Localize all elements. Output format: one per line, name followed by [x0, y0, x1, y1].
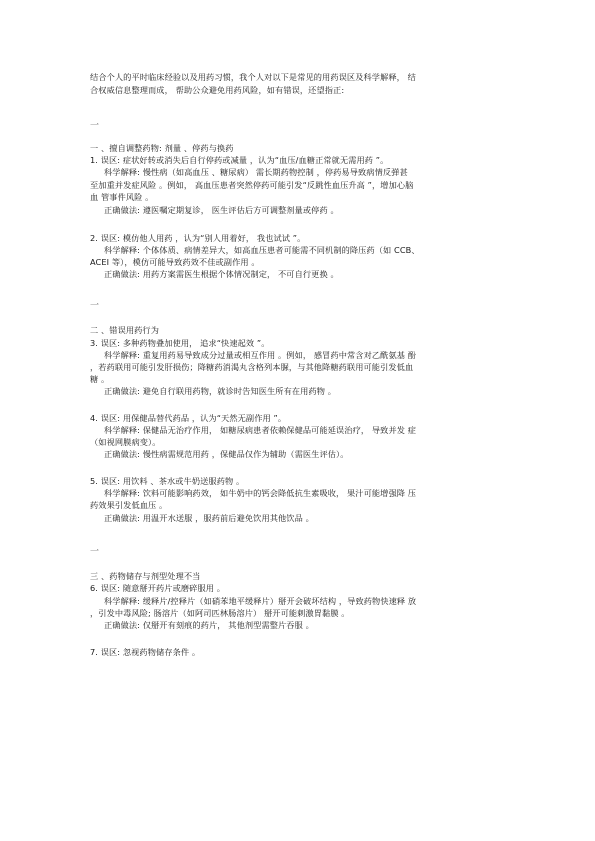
misconception-line: 5. 误区: 用饮料 、茶水或牛奶送服药物 。	[90, 476, 245, 486]
misconception-line: 2. 误区: 模仿他人用药 ，认为“别人用着好， 我也试试 ”。	[90, 233, 306, 243]
explanation-line: 科学解释: 重复用药易导致成分过量或相互作用 。例如， 感冒药中常含对乙酰氨基 酚	[104, 350, 417, 360]
explanation-line: 科学解释: 保健品无治疗作用， 如糖尿病患者依赖保健品可能延误治疗， 导致并发 症	[104, 425, 417, 435]
correct-practice-line: 正确做法: 慢性病需规范用药 ，保健品仅作为辅助（需医生评估）。	[104, 449, 349, 459]
correct-practice-line: 正确做法: 仅掰开有刻痕的药片， 其他剂型需整片吞服 。	[104, 620, 314, 630]
section-heading: 一 、擅自调整药物: 剂量 、停药与换药	[90, 143, 234, 153]
explanation-line: 药效果引发低血压 。	[90, 500, 168, 510]
misconception-line: 7. 误区: 忽视药物储存条件 。	[90, 647, 201, 657]
intro-line: 结合个人的平时临床经验以及用药习惯，我个人对以下是常见的用药误区及科学解释， 结	[90, 72, 416, 82]
explanation-line: 至加重并发症风险 。例如， 高血压患者突然停药可能引发“反跳性血压升高 ”，增加心脑	[90, 180, 414, 190]
correct-practice-line: 正确做法: 用温开水送服 ，服药前后避免饮用其他饮品 。	[104, 513, 314, 523]
explanation-line: 科学解释: 个体体质、病情差异大，如高血压患者可能需不同机制的降压药（如 CCB、	[104, 245, 420, 255]
explanation-line: 科学解释: 缓释片/控释片（如硝苯地平缓释片）掰开会破坏结构 ，导致药物快速释 放	[104, 596, 417, 606]
misconception-line: 4. 误区: 用保健品替代药品 ，认为“天然无副作用 ”。	[90, 413, 287, 423]
explanation-line: 科学解释: 饮料可能影响药效， 如牛奶中的钙会降低抗生素吸收， 果汁可能增强降 压	[104, 488, 417, 498]
explanation-line: 科学解释: 慢性病（如高血压 、糖尿病） 需长期药物控制 ，停药易导致病情反弹甚	[104, 167, 408, 177]
explanation-line: 血 管事件风险 。	[90, 192, 154, 202]
explanation-line: 糖 。	[90, 374, 110, 384]
explanation-line: ACEI 等），模仿可能导致药效不佳或副作用 。	[90, 257, 260, 267]
misconception-line: 3. 误区: 多种药物叠加使用， 追求“快速起效 ”。	[90, 338, 270, 348]
correct-practice-line: 正确做法: 避免自行联用药物，就诊时告知医生所有在用药物 。	[104, 386, 337, 396]
section-heading: 二 、错误用药行为	[90, 325, 160, 335]
correct-practice-line: 正确做法: 用药方案需医生根据个体情况制定， 不可自行更换 。	[104, 269, 339, 279]
explanation-line: （如视网膜病变）。	[90, 437, 161, 447]
section-separator: 一	[90, 547, 100, 557]
intro-line: 合权威信息整理而成， 帮助公众避免用药风险，如有错误，还望指正:	[90, 85, 345, 95]
misconception-line: 1. 误区: 症状好转或消失后自行停药或减量 ，认为“血压/血糖正常就无需用药 ”。	[90, 155, 389, 165]
section-heading: 三 、药物储存与剂型处理不当	[90, 571, 201, 581]
explanation-line: ，引发中毒风险; 肠溶片（如阿司匹林肠溶片） 掰开可能刺激胃黏膜 。	[90, 608, 350, 618]
section-separator: 一	[90, 121, 100, 131]
correct-practice-line: 正确做法: 遵医嘱定期复诊， 医生评估后方可调整剂量或停药 。	[104, 205, 339, 215]
misconception-line: 6. 误区: 随意掰开药片或磨碎服用 。	[90, 583, 226, 593]
explanation-line: ，若药联用可能引发肝损伤；降糖药消渴丸含格列本脲，与其他降糖药联用可能引发低血	[90, 362, 414, 372]
section-separator: 一	[90, 301, 100, 311]
